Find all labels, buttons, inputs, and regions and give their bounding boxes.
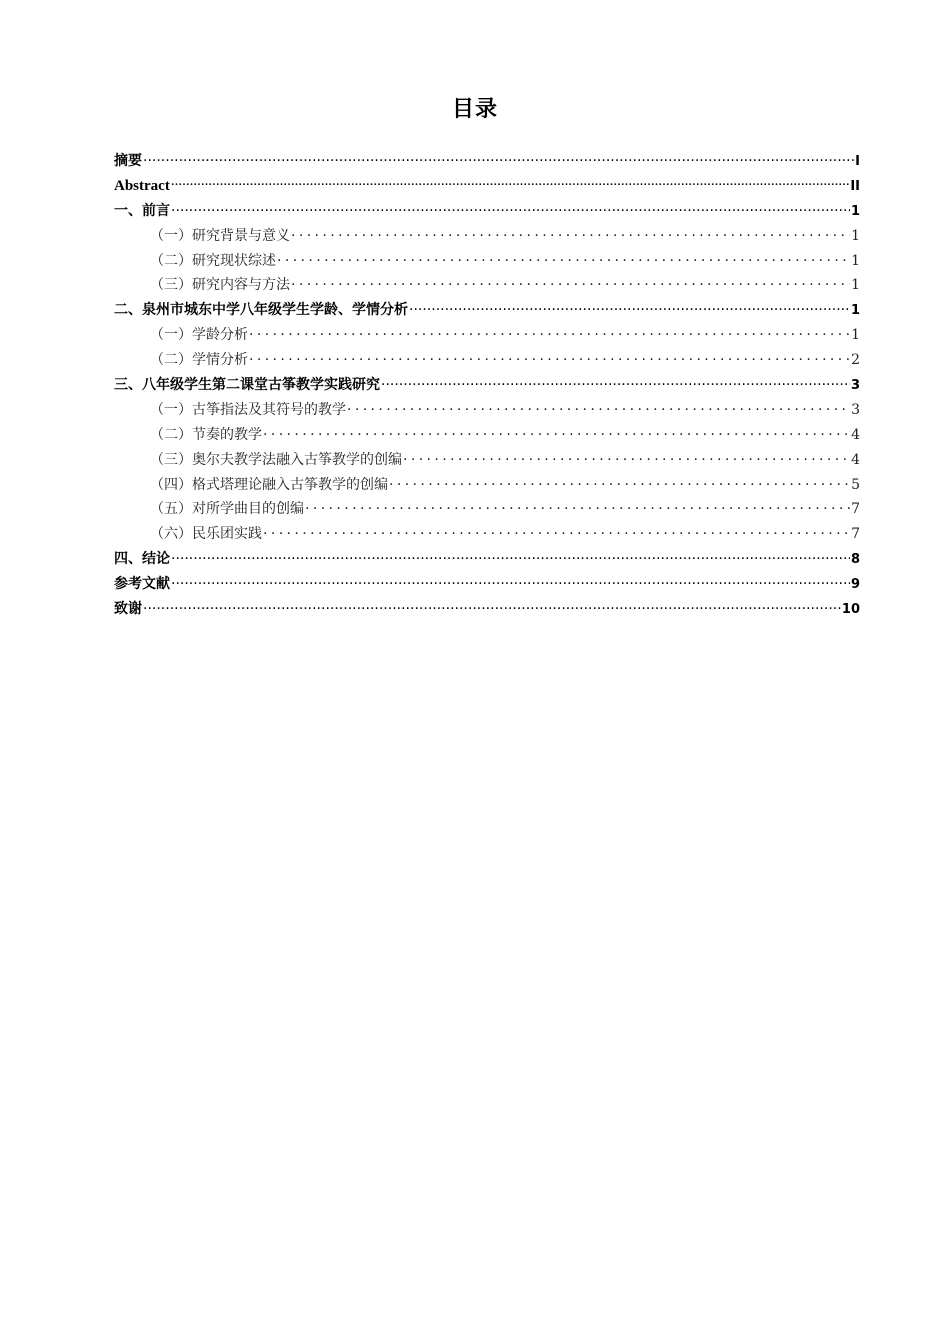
toc-entry-label: 一、前言 [114,202,170,219]
toc-entry-page: 8 [850,552,860,568]
toc-entry-page: I [855,154,860,169]
toc-subentry[interactable] [114,349,860,374]
toc-entry-page: 4 [851,426,860,443]
toc-subentry[interactable] [114,523,860,548]
toc-entry-label: （一）古筝指法及其符号的教学 [150,401,346,418]
toc-entry-label: （二）学情分析 [150,352,248,369]
toc-entry-page: 9 [850,577,860,593]
toc-entry-label: （一）学龄分析 [150,327,248,344]
toc-subentry[interactable] [114,498,860,523]
toc-entry-page: 5 [851,476,860,493]
table-of-contents [114,150,860,623]
toc-entry-page: 4 [851,451,860,468]
toc-subentry[interactable] [114,250,860,275]
toc-leader-dots [277,251,850,265]
toc-entry-label: （三）研究内容与方法 [150,277,290,294]
toc-leader-dots [171,175,849,190]
toc-entry-label: （三）奥尔夫教学法融入古筝教学的创编 [150,451,402,468]
toc-entry-label: Abstract [114,177,170,194]
toc-entry[interactable] [114,598,860,623]
toc-entry[interactable] [114,548,860,573]
toc-leader-dots [305,499,850,513]
toc-entry[interactable] [114,175,860,200]
toc-leader-dots [263,425,850,439]
toc-leader-dots [263,524,850,538]
toc-entry-page: 1 [850,203,860,219]
toc-leader-dots [249,350,850,364]
toc-entry[interactable] [114,299,860,324]
toc-entry[interactable] [114,150,860,175]
toc-leader-dots [171,201,850,215]
toc-entry-page: 10 [841,602,860,618]
toc-entry-page: 3 [850,378,860,394]
toc-entry-page: 3 [851,401,860,418]
toc-leader-dots [143,599,841,613]
toc-leader-dots [409,300,850,314]
toc-entry-label: 参考文献 [114,576,170,593]
toc-entry-label: （四）格式塔理论融入古筝教学的创编 [150,476,388,493]
toc-entry-page: 2 [851,352,860,369]
toc-subentry[interactable] [114,324,860,349]
toc-entry-page: II [850,178,860,194]
toc-leader-dots [171,574,850,588]
toc-entry-label: 摘要 [114,153,142,169]
toc-entry-label: （一）研究背景与意义 [150,227,290,244]
toc-entry[interactable] [114,200,860,225]
toc-leader-dots [249,325,850,339]
toc-subentry[interactable] [114,449,860,474]
toc-entry-page: 1 [851,227,860,244]
toc-entry-label: 三、八年级学生第二课堂古筝教学实践研究 [114,377,380,394]
toc-entry-label: 致谢 [114,601,142,618]
toc-subentry[interactable] [114,225,860,250]
toc-entry-label: 二、泉州市城东中学八年级学生学龄、学情分析 [114,302,408,319]
toc-leader-dots [143,151,854,165]
toc-entry-page: 1 [851,252,860,269]
toc-entry-page: 7 [851,501,860,518]
toc-entry-label: （五）对所学曲目的创编 [150,501,304,518]
toc-entry-label: （二）研究现状综述 [150,252,276,269]
toc-entry-page: 1 [851,277,860,294]
toc-entry-label: （六）民乐团实践 [150,526,262,543]
toc-leader-dots [403,450,850,464]
toc-entry-page: 1 [851,327,860,344]
toc-subentry[interactable] [114,399,860,424]
toc-subentry[interactable] [114,274,860,299]
toc-subentry[interactable] [114,474,860,499]
toc-entry[interactable] [114,573,860,598]
toc-entry-label: 四、结论 [114,551,170,568]
toc-subentry[interactable] [114,424,860,449]
toc-leader-dots [381,375,850,389]
toc-leader-dots [171,549,850,563]
toc-entry-page: 7 [851,526,860,543]
toc-leader-dots [389,475,850,489]
toc-leader-dots [291,226,850,240]
toc-entry-label: （二）节奏的教学 [150,426,262,443]
toc-leader-dots [347,400,850,414]
toc-entry-page: 1 [850,303,860,319]
page-title: 目录 [451,97,498,122]
toc-entry[interactable] [114,374,860,399]
toc-leader-dots [291,275,850,289]
